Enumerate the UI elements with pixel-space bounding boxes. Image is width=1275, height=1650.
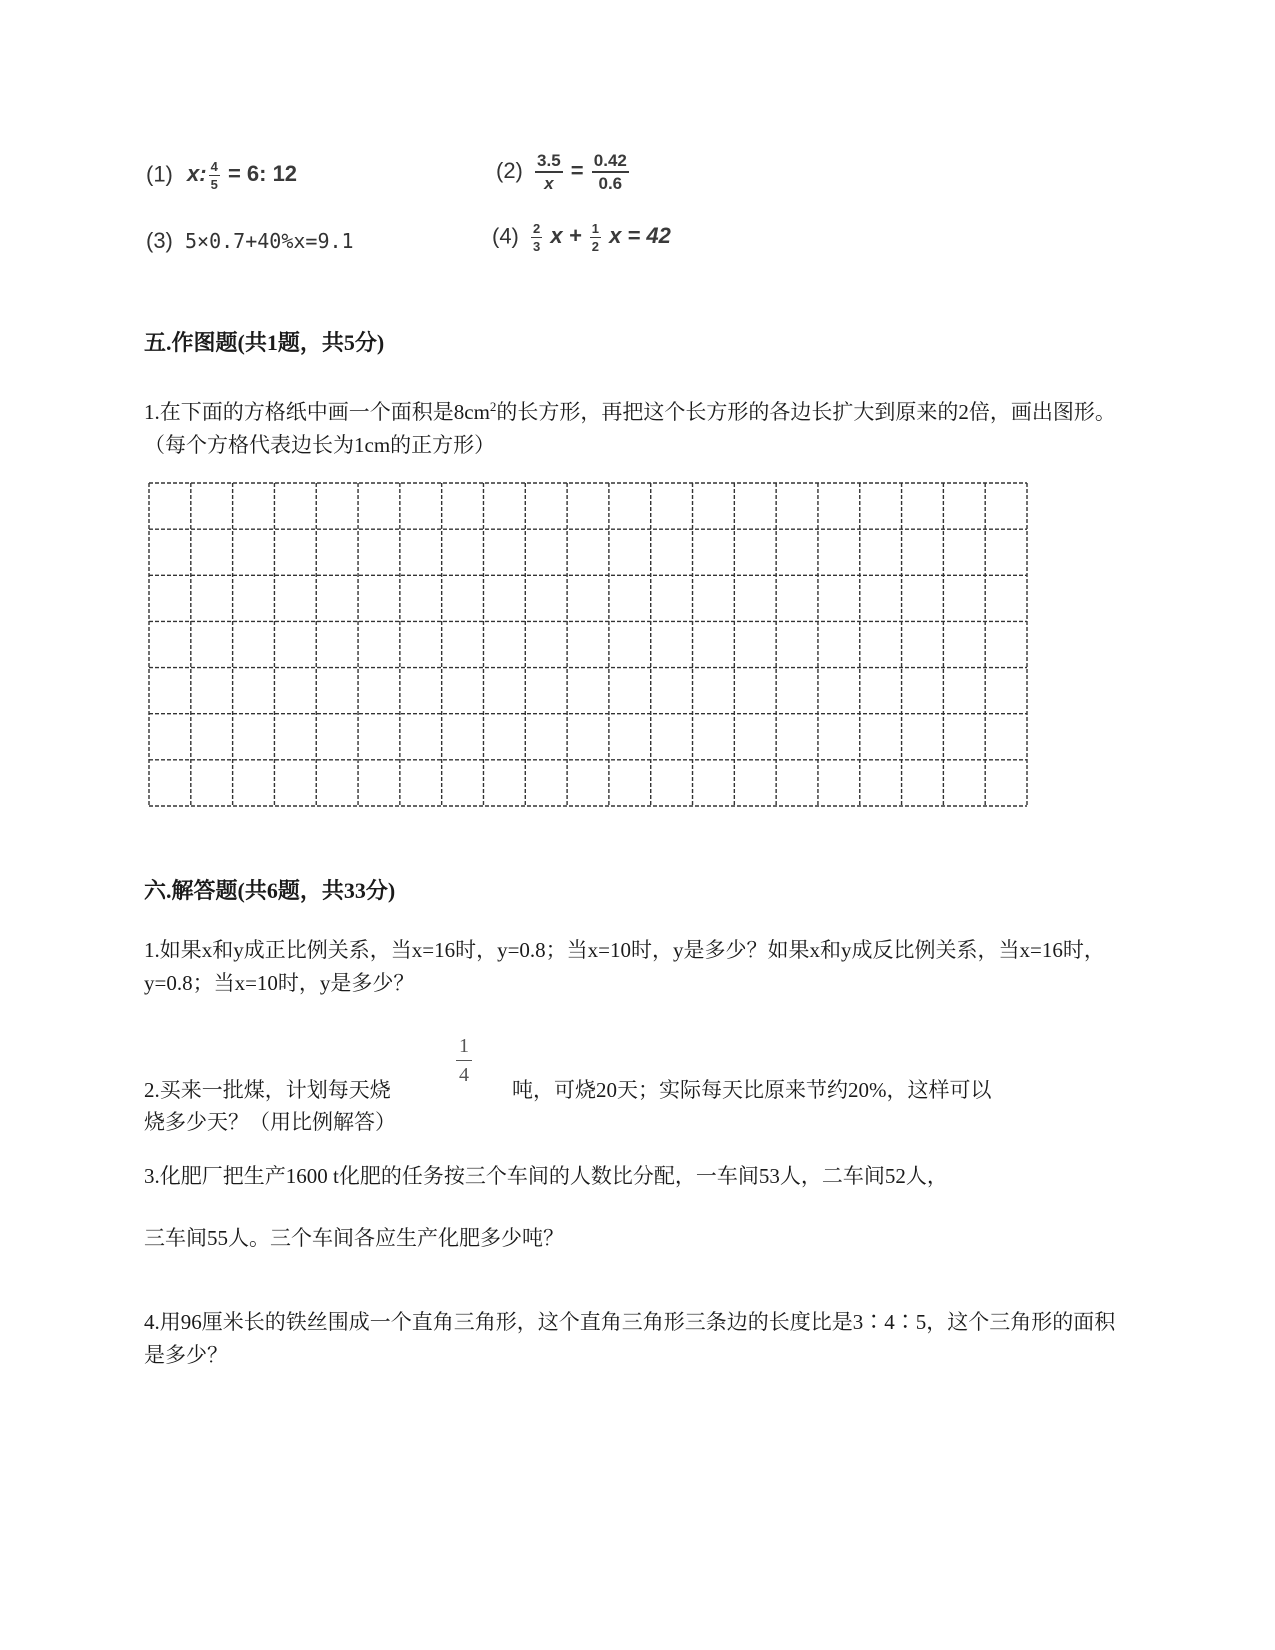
fraction-quarter xyxy=(456,1036,472,1085)
section5-question-1 xyxy=(144,390,1124,462)
section6-question-4: 4.用96厘米长的铁丝围成一个直角三角形，这个直角三角形三条边的长度比是3∶4∶5，这个三角形的面积是多少？ xyxy=(144,1310,1116,1367)
superscript: 2 xyxy=(489,399,497,414)
question-text: 1.在下面的方格纸中画一个面积是8cm xyxy=(144,400,490,424)
fraction-denominator: 2 xyxy=(591,239,599,254)
fraction-numerator: 1 xyxy=(591,221,599,236)
fraction-numerator: 4 xyxy=(210,159,218,174)
fraction-denominator: 0.6 xyxy=(598,174,623,193)
section6-question-2-part1: 2.买来一批煤，计划每天烧 xyxy=(144,1078,391,1102)
section5-heading: 五.作图题(共1题，共5分) xyxy=(144,330,385,355)
fraction-denominator: 4 xyxy=(459,1064,469,1086)
section6-question-2-line2: 烧多少天？（用比例解答） xyxy=(144,1110,396,1134)
section6-heading: 六.解答题(共6题，共33分) xyxy=(144,878,396,903)
equation-term: x = 42 xyxy=(609,223,671,249)
fraction-denominator: 5 xyxy=(210,177,218,192)
equation-label: (1) xyxy=(146,161,173,187)
section6-question-2-part2: 吨，可烧20天；实际每天比原来节约20%，这样可以 xyxy=(512,1078,992,1102)
equation-term: x + xyxy=(550,223,582,249)
equation-label: (2) xyxy=(496,157,523,183)
section6-question-3-line2: 三车间55人。三个车间各应生产化肥多少吨？ xyxy=(144,1226,564,1250)
square-grid xyxy=(146,480,1030,810)
equation-4 xyxy=(492,222,671,253)
section6-question-1: 1.如果x和y成正比例关系，当x=16时，y=0.8；当x=10时，y是多少？如果x和y成反比例关系，当x=16时，y=0.8；当x=10时，y是多少？ xyxy=(144,938,1105,995)
equation-1 xyxy=(146,160,297,191)
equation-term: = xyxy=(570,157,584,183)
question-text: 的长方形，再把这个长方形的各边长扩大到原来的2倍，画出图形。（每个方格代表边长为1cm的正方形） xyxy=(144,400,1116,457)
fraction-numerator: 3.5 xyxy=(535,152,563,173)
equation-term: = 6: 12 xyxy=(227,161,298,187)
fraction-numerator: 2 xyxy=(533,221,541,236)
fraction-numerator: 1 xyxy=(456,1036,472,1061)
equation-2 xyxy=(496,152,631,192)
section6-question-3-line1: 3.化肥厂把生产1600 t化肥的任务按三个车间的人数比分配，一车间53人，二车间52人， xyxy=(144,1164,948,1188)
equation-label: (4) xyxy=(492,223,519,249)
fraction-denominator: x xyxy=(544,174,554,193)
fraction-numerator: 0.42 xyxy=(592,152,629,173)
equation-label: (3) xyxy=(146,228,173,253)
equation-term: x: xyxy=(187,161,207,187)
equation-text: 5×0.7+40%x=9.1 xyxy=(185,229,354,253)
equation-3 xyxy=(146,228,354,254)
fraction-denominator: 3 xyxy=(533,239,541,254)
